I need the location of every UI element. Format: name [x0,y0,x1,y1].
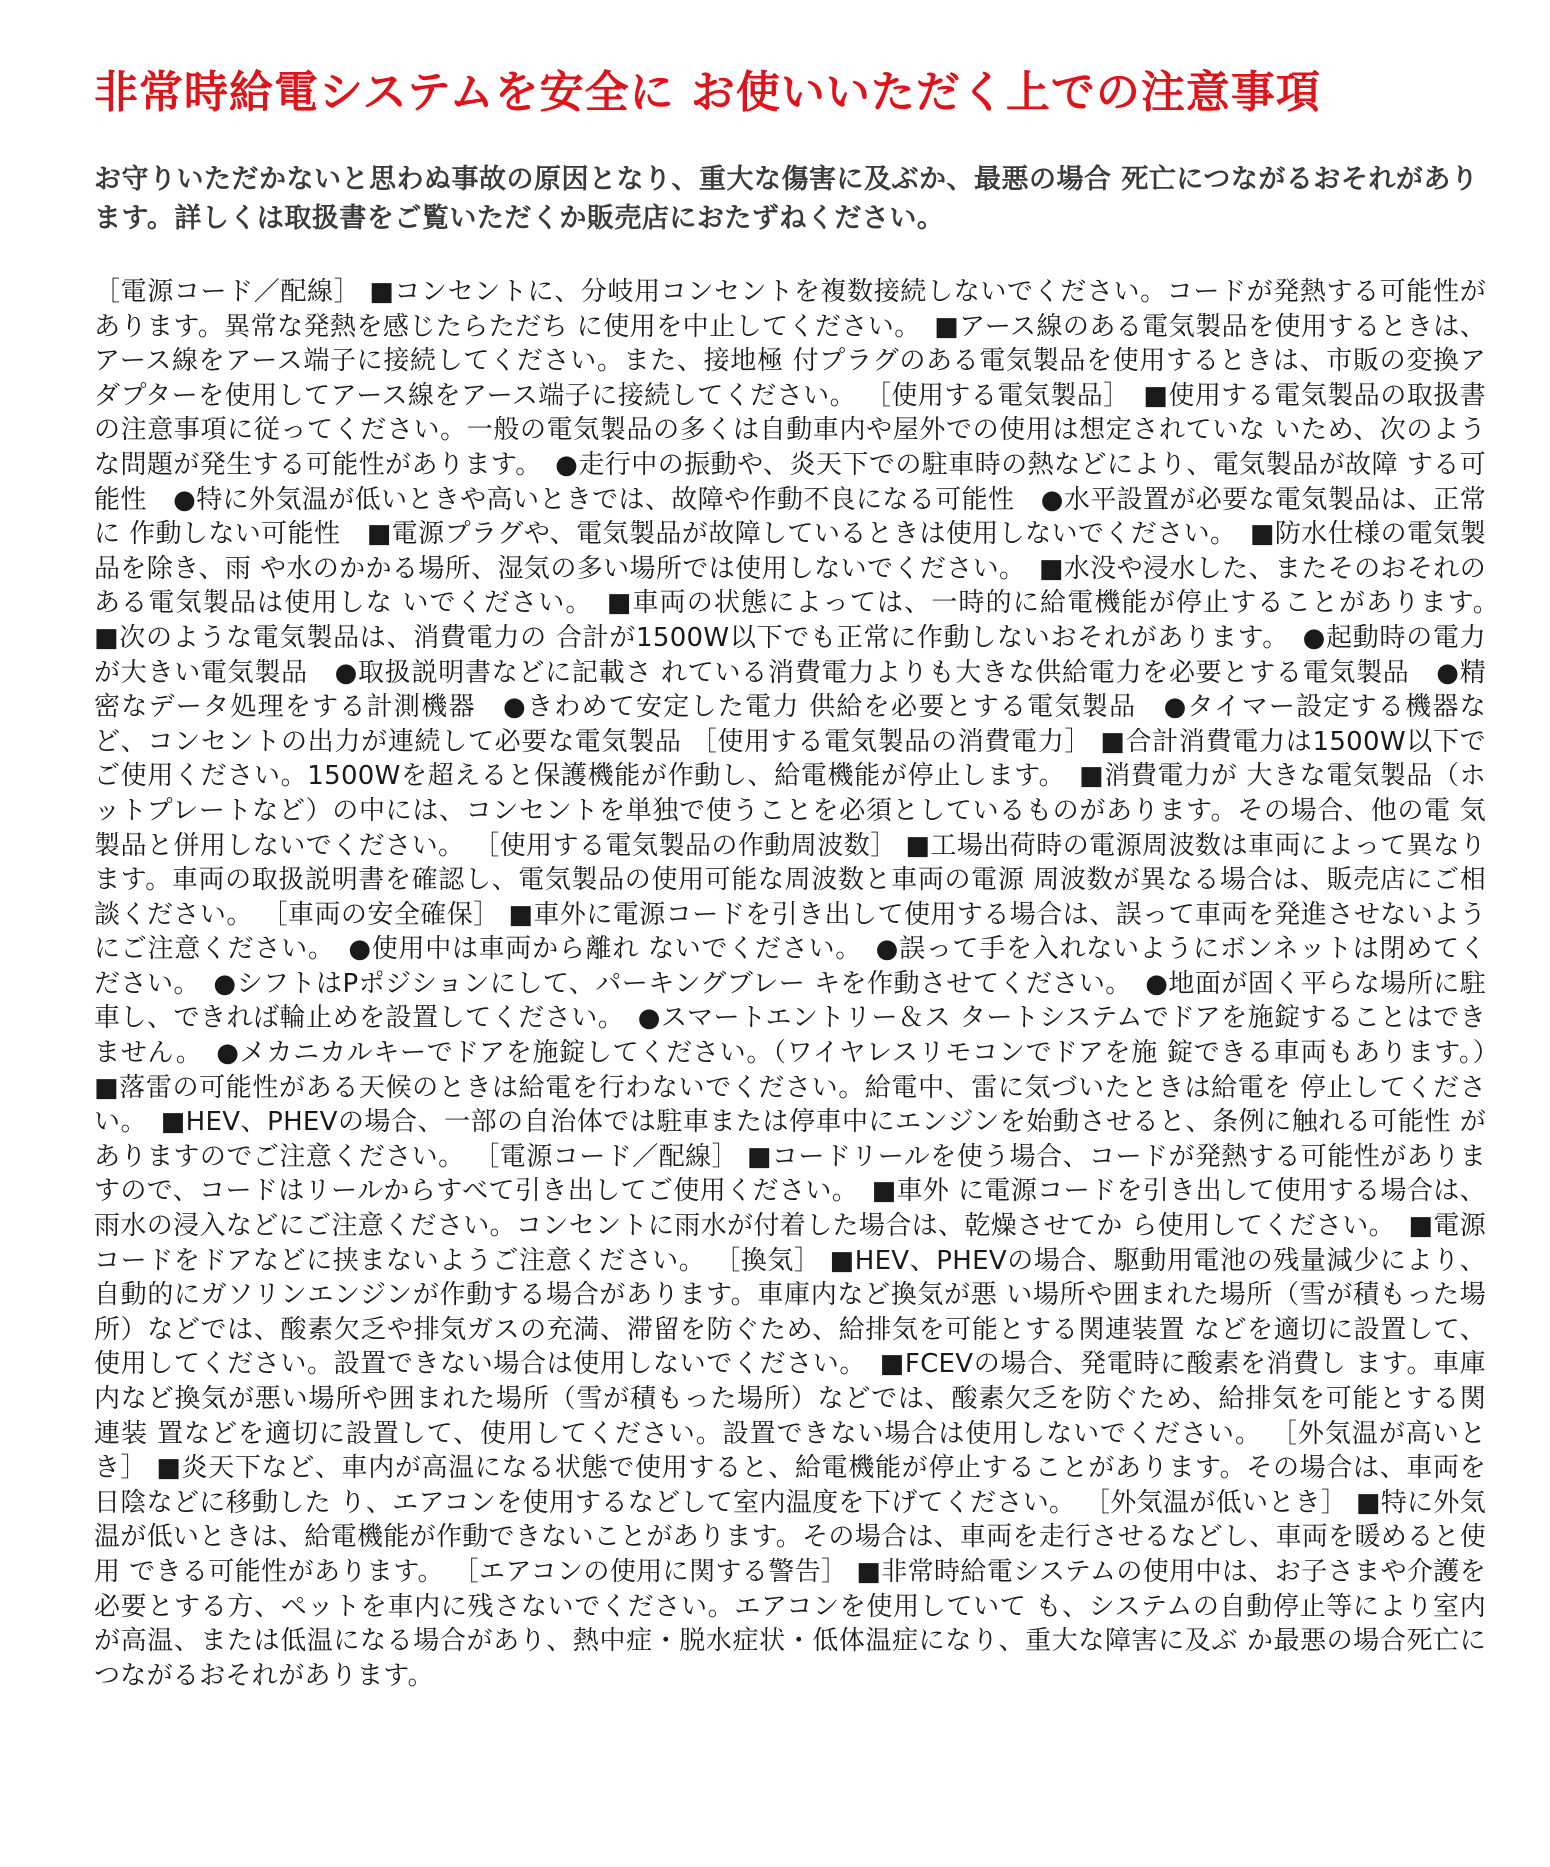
warning-lead-paragraph: お守りいただかないと思わぬ事故の原因となり、重大な傷害に及ぶか、最悪の場合 死亡につながるおそれがあります。詳しくは取扱書をご覧いただくか販売店におたずねください。 [94,164,1479,234]
safety-precautions-body: ［電源コード／配線］ ■コンセントに、分岐用コンセントを複数接続しないでください。コードが発熱する可能性があります。異常な発熱を感じたらただち に使用を中止してください。 ■アース線のある電気製品を使用するときは、アース線をアース端子に接続してください。また、接地極 付プラグのある電気製品を使用するときは、市販の変換アダプターを使用してアース線をアース端子に接続してください。 ［使用する電気製品］ ■使用する電気製品の取扱書の注意事項に従ってください。一般の電気製品の多くは自動車内や屋外での使用は想定されていな いため、次のような問題が発生する可能性があります。 ●走行中の振動や、炎天下での駐車時の熱などにより、電気製品が故障 する可能性 ●特に外気温が低いときや高いときでは、故障や作動不良になる可能性 ●水平設置が必要な電気製品は、正常に 作動しない可能性 ■電源プラグや、電気製品が故障しているときは使用しないでください。 ■防水仕様の電気製品を除き、雨 や水のかかる場所、湿気の多い場所では使用しないでください。 ■水没や浸水した、またそのおそれのある電気製品は使用しな いでください。 ■車両の状態によっては、一時的に給電機能が停止することがあります。 ■次のような電気製品は、消費電力の 合計が1500W以下でも正常に作動しないおそれがあります。 ●起動時の電力が大きい電気製品 ●取扱説明書などに記載さ れている消費電力よりも大きな供給電力を必要とする電気製品 ●精密なデータ処理をする計測機器 ●きわめて安定した電力 供給を必要とする電気製品 ●タイマー設定する機器など、コンセントの出力が連続して必要な電気製品 ［使用する電気製品の消費電力］ ■合計消費電力は1500W以下でご使用ください。1500Wを超えると保護機能が作動し、給電機能が停止します。 ■消費電力が 大きな電気製品（ホットプレートなど）の中には、コンセントを単独で使うことを必須としているものがあります。その場合、他の電 気製品と併用しないでください。 ［使用する電気製品の作動周波数］ ■工場出荷時の電源周波数は車両によって異なります。車両の取扱説明書を確認し、電気製品の使用可能な周波数と車両の電源 周波数が異なる場合は、販売店にご相談ください。 ［車両の安全確保］ ■車外に電源コードを引き出して使用する場合は、誤って車両を発進させないようにご注意ください。 ●使用中は車両から離れ ないでください。 ●誤って手を入れないようにボンネットは閉めてください。 ●シフトはPポジションにして、パーキングブレー キを作動させてください。 ●地面が固く平らな場所に駐車し、できれば輪止めを設置してください。 ●スマートエントリー＆ス タートシステムでドアを施錠することはできません。 ●メカニカルキーでドアを施錠してください。（ワイヤレスリモコンでドアを施 錠できる車両もあります。） ■落雷の可能性がある天候のときは給電を行わないでください。給電中、雷に気づいたときは給電を 停止してください。 ■HEV、PHEVの場合、一部の自治体では駐車または停車中にエンジンを始動させると、条例に触れる可能性 がありますのでご注意ください。 ［電源コード／配線］ ■コードリールを使う場合、コードが発熱する可能性がありますので、コードはリールからすべて引き出してご使用ください。 ■車外 に電源コードを引き出して使用する場合は、雨水の浸入などにご注意ください。コンセントに雨水が付着した場合は、乾燥させてか ら使用してください。 ■電源コードをドアなどに挟まないようご注意ください。 ［換気］ ■HEV、PHEVの場合、駆動用電池の残量減少により、自動的にガソリンエンジンが作動する場合があります。車庫内など換気が悪 い場所や囲まれた場所（雪が積もった場所）などでは、酸素欠乏や排気ガスの充満、滞留を防ぐため、給排気を可能とする関連装置 などを適切に設置して、使用してください。設置できない場合は使用しないでください。 ■FCEVの場合、発電時に酸素を消費し ます。車庫内など換気が悪い場所や囲まれた場所（雪が積もった場所）などでは、酸素欠乏を防ぐため、給排気を可能とする関連装 置などを適切に設置して、使用してください。設置できない場合は使用しないでください。 ［外気温が高いとき］ ■炎天下など、車内が高温になる状態で使用すると、給電機能が停止することがあります。その場合は、車両を日陰などに移動した り、エアコンを使用するなどして室内温度を下げてください。 ［外気温が低いとき］ ■特に外気温が低いときは、給電機能が作動できないことがあります。その場合は、車両を走行させるなどし、車両を暖めると使用 できる可能性があります。 ［エアコンの使用に関する警告］ ■非常時給電システムの使用中は、お子さまや介護を必要とする方、ペットを車内に残さないでください。エアコンを使用していて も、システムの自動停止等により室内が高温、または低温になる場合があり、熱中症・脱水症状・低体温症になり、重大な障害に及ぶ か最悪の場合死亡につながるおそれがあります。 [94,277,1513,1691]
document-page [94,0,1513,1693]
document-title: 非常時給電システムを安全に お使いいただく上での注意事項 [94,67,1321,118]
